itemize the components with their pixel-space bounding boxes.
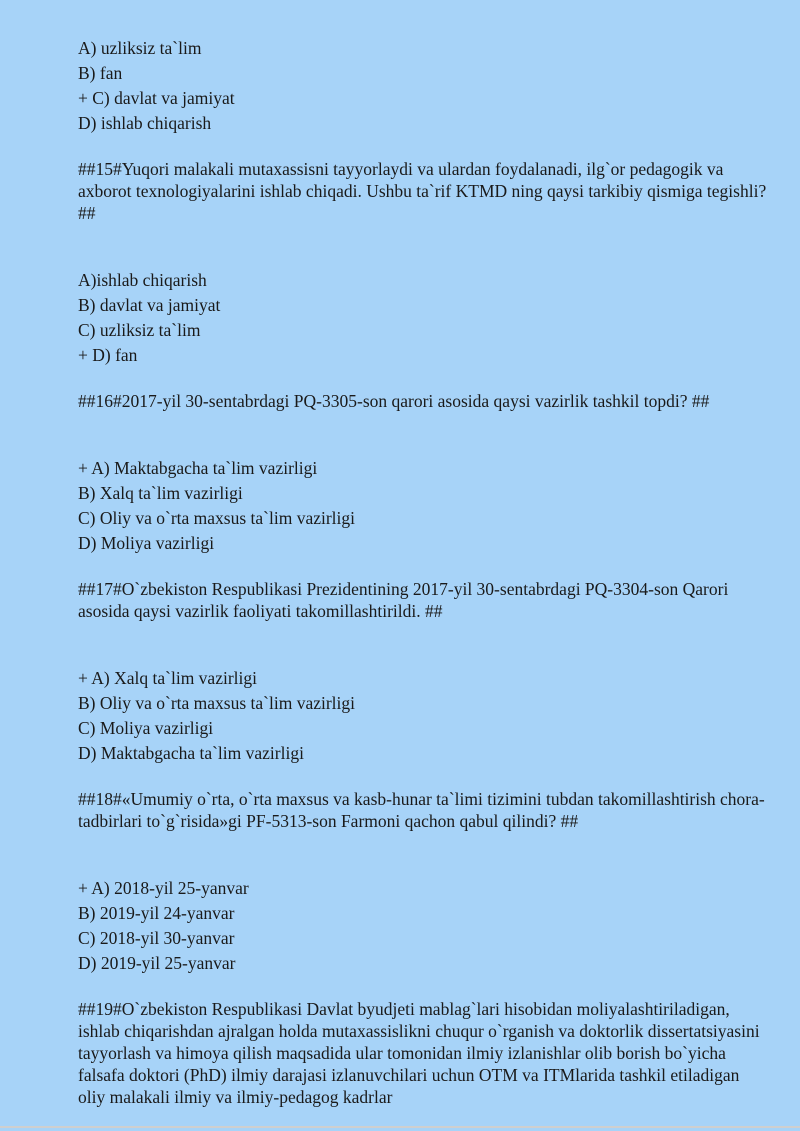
question-19: ##19#O`zbekiston Respublikasi Davlat byudjeti mablag`lari hisobidan moliyalashtiriladigan, ishlab chiqarishdan ajralgan holda mutaxassislikni chuqur o`rganish va doktorlik dissertatsiyasini tayyorlash va himoya qilish maqsadida ular tomonidan ilmiy izlanishlar olib borish bo`yicha falsafa doktori (PhD) ilmiy darajasi izlanuvchilari uchun OTM va ITMlarida tashkil etiladigan oliy malakali ilmiy va ilmiy-pedagog kadrlar — [78, 999, 760, 1107]
option-item: C) Oliy va o`rta maxsus ta`lim vazirligi — [78, 508, 356, 528]
spacer — [78, 622, 768, 666]
option-item: B) Xalq ta`lim vazirligi — [78, 483, 243, 503]
question-17: ##17#O`zbekiston Respublikasi Prezidentining 2017-yil 30-sentabrdagi PQ-3304-son Qarori asosida qaysi vazirlik faoliyati takomillashtirildi. ## — [78, 579, 729, 621]
spacer — [78, 832, 768, 876]
option-item: C) uzliksiz ta`lim — [78, 320, 201, 340]
option-item: + C) davlat va jamiyat — [78, 88, 235, 108]
option-item: D) Moliya vazirligi — [78, 533, 215, 553]
spacer — [78, 556, 768, 578]
page-bottom-edge — [0, 1126, 800, 1128]
question-16: ##16#2017-yil 30-sentabrdagi PQ-3305-son qarori asosida qaysi vazirlik tashkil topdi? ## — [78, 391, 710, 411]
option-item: C) Moliya vazirligi — [78, 718, 214, 738]
option-list — [78, 268, 768, 368]
option-item: B) 2019-yil 24-yanvar — [78, 903, 235, 923]
option-list — [78, 666, 768, 766]
option-item: A)ishlab chiqarish — [78, 270, 207, 290]
option-item: D) 2019-yil 25-yanvar — [78, 953, 236, 973]
option-list — [78, 456, 768, 556]
option-item: B) davlat va jamiyat — [78, 295, 221, 315]
option-item: D) Maktabgacha ta`lim vazirligi — [78, 743, 304, 763]
spacer — [78, 412, 768, 456]
option-item: B) Oliy va o`rta maxsus ta`lim vazirligi — [78, 693, 356, 713]
spacer — [78, 976, 768, 998]
option-item: C) 2018-yil 30-yanvar — [78, 928, 235, 948]
spacer — [78, 368, 768, 390]
document-page — [78, 36, 768, 1108]
option-item: D) ishlab chiqarish — [78, 113, 212, 133]
option-list — [78, 36, 768, 136]
option-item: + A) Maktabgacha ta`lim vazirligi — [78, 458, 318, 478]
option-item: + A) Xalq ta`lim vazirligi — [78, 668, 257, 688]
spacer — [78, 766, 768, 788]
option-item: + D) fan — [78, 345, 138, 365]
option-item: A) uzliksiz ta`lim — [78, 38, 202, 58]
option-item: + A) 2018-yil 25-yanvar — [78, 878, 249, 898]
question-15: ##15#Yuqori malakali mutaxassisni tayyorlaydi va ulardan foydalanadi, ilg`or pedagogik va axborot texnologiyalarini ishlab chiqadi. Ushbu ta`rif KTMD ning qaysi tarkibiy qismiga tegishli? ## — [78, 159, 767, 223]
option-item: B) fan — [78, 63, 123, 83]
spacer — [78, 224, 768, 268]
question-18: ##18#«Umumiy o`rta, o`rta maxsus va kasb-hunar ta`limi tizimini tubdan takomillashtirish chora-tadbirlari to`g`risida»gi PF-5313-son Farmoni qachon qabul qilindi? ## — [78, 789, 765, 831]
spacer — [78, 136, 768, 158]
option-list — [78, 876, 768, 976]
